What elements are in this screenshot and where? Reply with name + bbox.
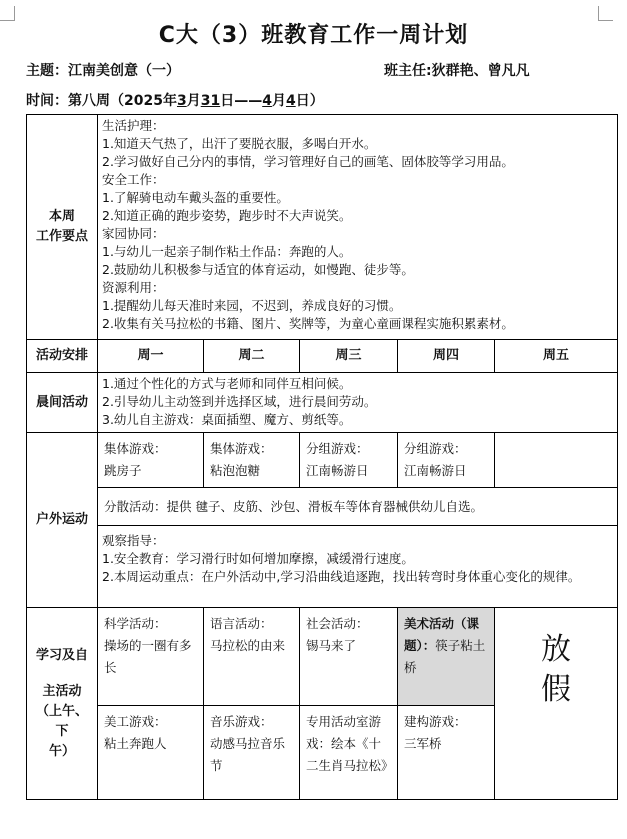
teacher-label: 班主任: bbox=[384, 63, 432, 79]
outdoor-game-thu bbox=[398, 433, 495, 488]
weekly-focus-label-line1: 本周 bbox=[48, 209, 75, 224]
observation-line: 观察指导： bbox=[102, 533, 165, 548]
outdoor-game-mon bbox=[98, 433, 204, 488]
time-day-1: 31 bbox=[200, 93, 221, 109]
game-name: 江南畅游日 bbox=[404, 463, 467, 478]
learning-pm-mon bbox=[98, 706, 204, 800]
morning-line: 2.引导幼儿主动签到并选择区域，进行晨间劳动。 bbox=[102, 394, 377, 409]
activity-title: 专用活动室游戏： bbox=[306, 714, 382, 751]
activity-content: 动感马拉音乐节 bbox=[210, 736, 286, 773]
game-name: 江南畅游日 bbox=[306, 463, 369, 478]
learning-am-tue bbox=[204, 608, 300, 706]
learning-label-line1: 学习及自 bbox=[35, 647, 88, 663]
activity-content: 锡马来了 bbox=[306, 638, 357, 653]
focus-line: 1.知道天气热了，出汗了要脱衣服，多喝白开水。 bbox=[102, 136, 377, 151]
day-monday: 周一 bbox=[98, 340, 204, 373]
outdoor-observation bbox=[98, 526, 618, 608]
outdoor-scattered-row bbox=[27, 488, 618, 526]
time-header bbox=[26, 90, 324, 110]
activity-title: 美术活动（课题）： bbox=[404, 616, 480, 653]
focus-line: 1.提醒幼儿每天准时来园，不迟到，养成良好的习惯。 bbox=[102, 298, 402, 313]
activity-title: 语言活动： bbox=[210, 616, 273, 631]
time-month-1: 3 bbox=[176, 93, 187, 109]
morning-row bbox=[27, 373, 618, 433]
focus-line: 生活护理： bbox=[102, 118, 165, 133]
activity-content: 操场的一圈有多长 bbox=[104, 638, 192, 675]
focus-line: 2.学习做好自己分内的事情，学习管理好自己的画笔、固体胶等学习用品。 bbox=[102, 154, 514, 169]
activity-content: 粘土奔跑人 bbox=[104, 736, 167, 751]
time-text-2: 日—— bbox=[220, 93, 263, 109]
learning-am-mon bbox=[98, 608, 204, 706]
outdoor-observation-row bbox=[27, 526, 618, 608]
activity-content: 三军桥 bbox=[404, 736, 442, 751]
morning-line: 3.幼儿自主游戏：桌面插塑、魔方、剪纸等。 bbox=[102, 412, 352, 427]
game-title: 分组游戏： bbox=[306, 441, 369, 456]
focus-line: 安全工作： bbox=[102, 172, 165, 187]
weekly-focus-label bbox=[27, 115, 98, 340]
time-text-4: 日） bbox=[295, 93, 324, 109]
activity-title: 科学活动： bbox=[104, 616, 167, 631]
activity-content: 筷子粘土桥 bbox=[404, 638, 486, 675]
focus-line: 1.与幼儿一起亲子制作粘土作品：奔跑的人。 bbox=[102, 244, 352, 259]
schedule-row bbox=[27, 340, 618, 373]
outdoor-game-fri bbox=[495, 433, 618, 488]
focus-line: 2.收集有关马拉松的书籍、图片、奖牌等，为童心童画课程实施积累素材。 bbox=[102, 316, 514, 331]
time-day-2: 4 bbox=[285, 93, 296, 109]
observation-line: 2.本周运动重点：在户外活动中,学习沿曲线追逐跑，找出转弯时身体重心变化的规律。 bbox=[102, 569, 581, 584]
game-title: 集体游戏： bbox=[104, 441, 167, 456]
time-text-1: 月 bbox=[186, 93, 201, 109]
day-friday: 周五 bbox=[495, 340, 618, 373]
day-wednesday: 周三 bbox=[300, 340, 398, 373]
time-text-3: 月 bbox=[271, 93, 286, 109]
learning-am-thu bbox=[398, 608, 495, 706]
theme-value: 江南美创意（一） bbox=[68, 63, 180, 79]
learning-pm-thu bbox=[398, 706, 495, 800]
focus-line: 2.鼓励幼儿积极参与适宜的体育运动，如慢跑、徒步等。 bbox=[102, 262, 414, 277]
outdoor-scattered: 分散活动：提供 毽子、皮筋、沙包、滑板车等体育器械供幼儿自选。 bbox=[98, 488, 618, 526]
weekly-focus-content bbox=[98, 115, 618, 340]
day-tuesday: 周二 bbox=[204, 340, 300, 373]
observation-line: 1.安全教育：学习滑行时如何增加摩擦，减缓滑行速度。 bbox=[102, 551, 414, 566]
activity-title: 美工游戏： bbox=[104, 714, 167, 729]
morning-label: 晨间活动 bbox=[27, 373, 98, 433]
game-title: 集体游戏： bbox=[210, 441, 273, 456]
time-month-2: 4 bbox=[262, 93, 272, 109]
learning-pm-tue bbox=[204, 706, 300, 800]
activity-title: 建构游戏： bbox=[404, 714, 467, 729]
weekly-focus-row bbox=[27, 115, 618, 340]
focus-line: 家园协同： bbox=[102, 226, 165, 241]
holiday-char-2: 假 bbox=[541, 672, 571, 707]
time-prefix: 时间：第八周（2025年 bbox=[26, 93, 177, 109]
focus-line: 1.了解骑电动车戴头盔的重要性。 bbox=[102, 190, 289, 205]
activity-title: 社会活动： bbox=[306, 616, 369, 631]
game-name: 跳房子 bbox=[104, 463, 142, 478]
theme-label: 主题： bbox=[26, 63, 68, 79]
outdoor-label: 户外运动 bbox=[27, 433, 98, 608]
focus-line: 资源利用： bbox=[102, 280, 165, 295]
weekly-focus-label-line2: 工作要点 bbox=[35, 229, 88, 244]
teacher-value: 狄群艳、曾凡凡 bbox=[431, 63, 530, 79]
morning-content bbox=[98, 373, 618, 433]
day-thursday: 周四 bbox=[398, 340, 495, 373]
holiday-cell bbox=[495, 608, 618, 800]
game-title: 分组游戏： bbox=[404, 441, 467, 456]
activity-title: 音乐游戏： bbox=[210, 714, 273, 729]
activity-content: 绘本《十二生肖马拉松》 bbox=[306, 736, 394, 773]
focus-line: 2.知道正确的跑步姿势，跑步时不大声说笑。 bbox=[102, 208, 352, 223]
learning-label-line4: 午） bbox=[48, 743, 75, 759]
game-name: 粘泡泡糖 bbox=[210, 463, 261, 478]
outdoor-game-tue bbox=[204, 433, 300, 488]
teacher-header bbox=[384, 60, 530, 80]
outdoor-game-wed bbox=[300, 433, 398, 488]
learning-label bbox=[27, 608, 98, 800]
learning-am-row bbox=[27, 608, 618, 706]
learning-pm-wed bbox=[300, 706, 398, 800]
learning-label-line2: 主活动 bbox=[42, 683, 82, 699]
page-title: C大（3）班教育工作一周计划 bbox=[158, 23, 469, 48]
weekly-plan-table bbox=[26, 114, 618, 800]
holiday-char-1: 放 bbox=[541, 632, 571, 667]
learning-am-wed bbox=[300, 608, 398, 706]
theme-header bbox=[26, 60, 180, 80]
activity-content: 马拉松的由来 bbox=[210, 638, 286, 653]
schedule-label: 活动安排 bbox=[27, 340, 98, 373]
outdoor-games-row bbox=[27, 433, 618, 488]
learning-label-line3: （上午、下 bbox=[35, 703, 88, 739]
morning-line: 1.通过个性化的方式与老师和同伴互相问候。 bbox=[102, 376, 352, 391]
